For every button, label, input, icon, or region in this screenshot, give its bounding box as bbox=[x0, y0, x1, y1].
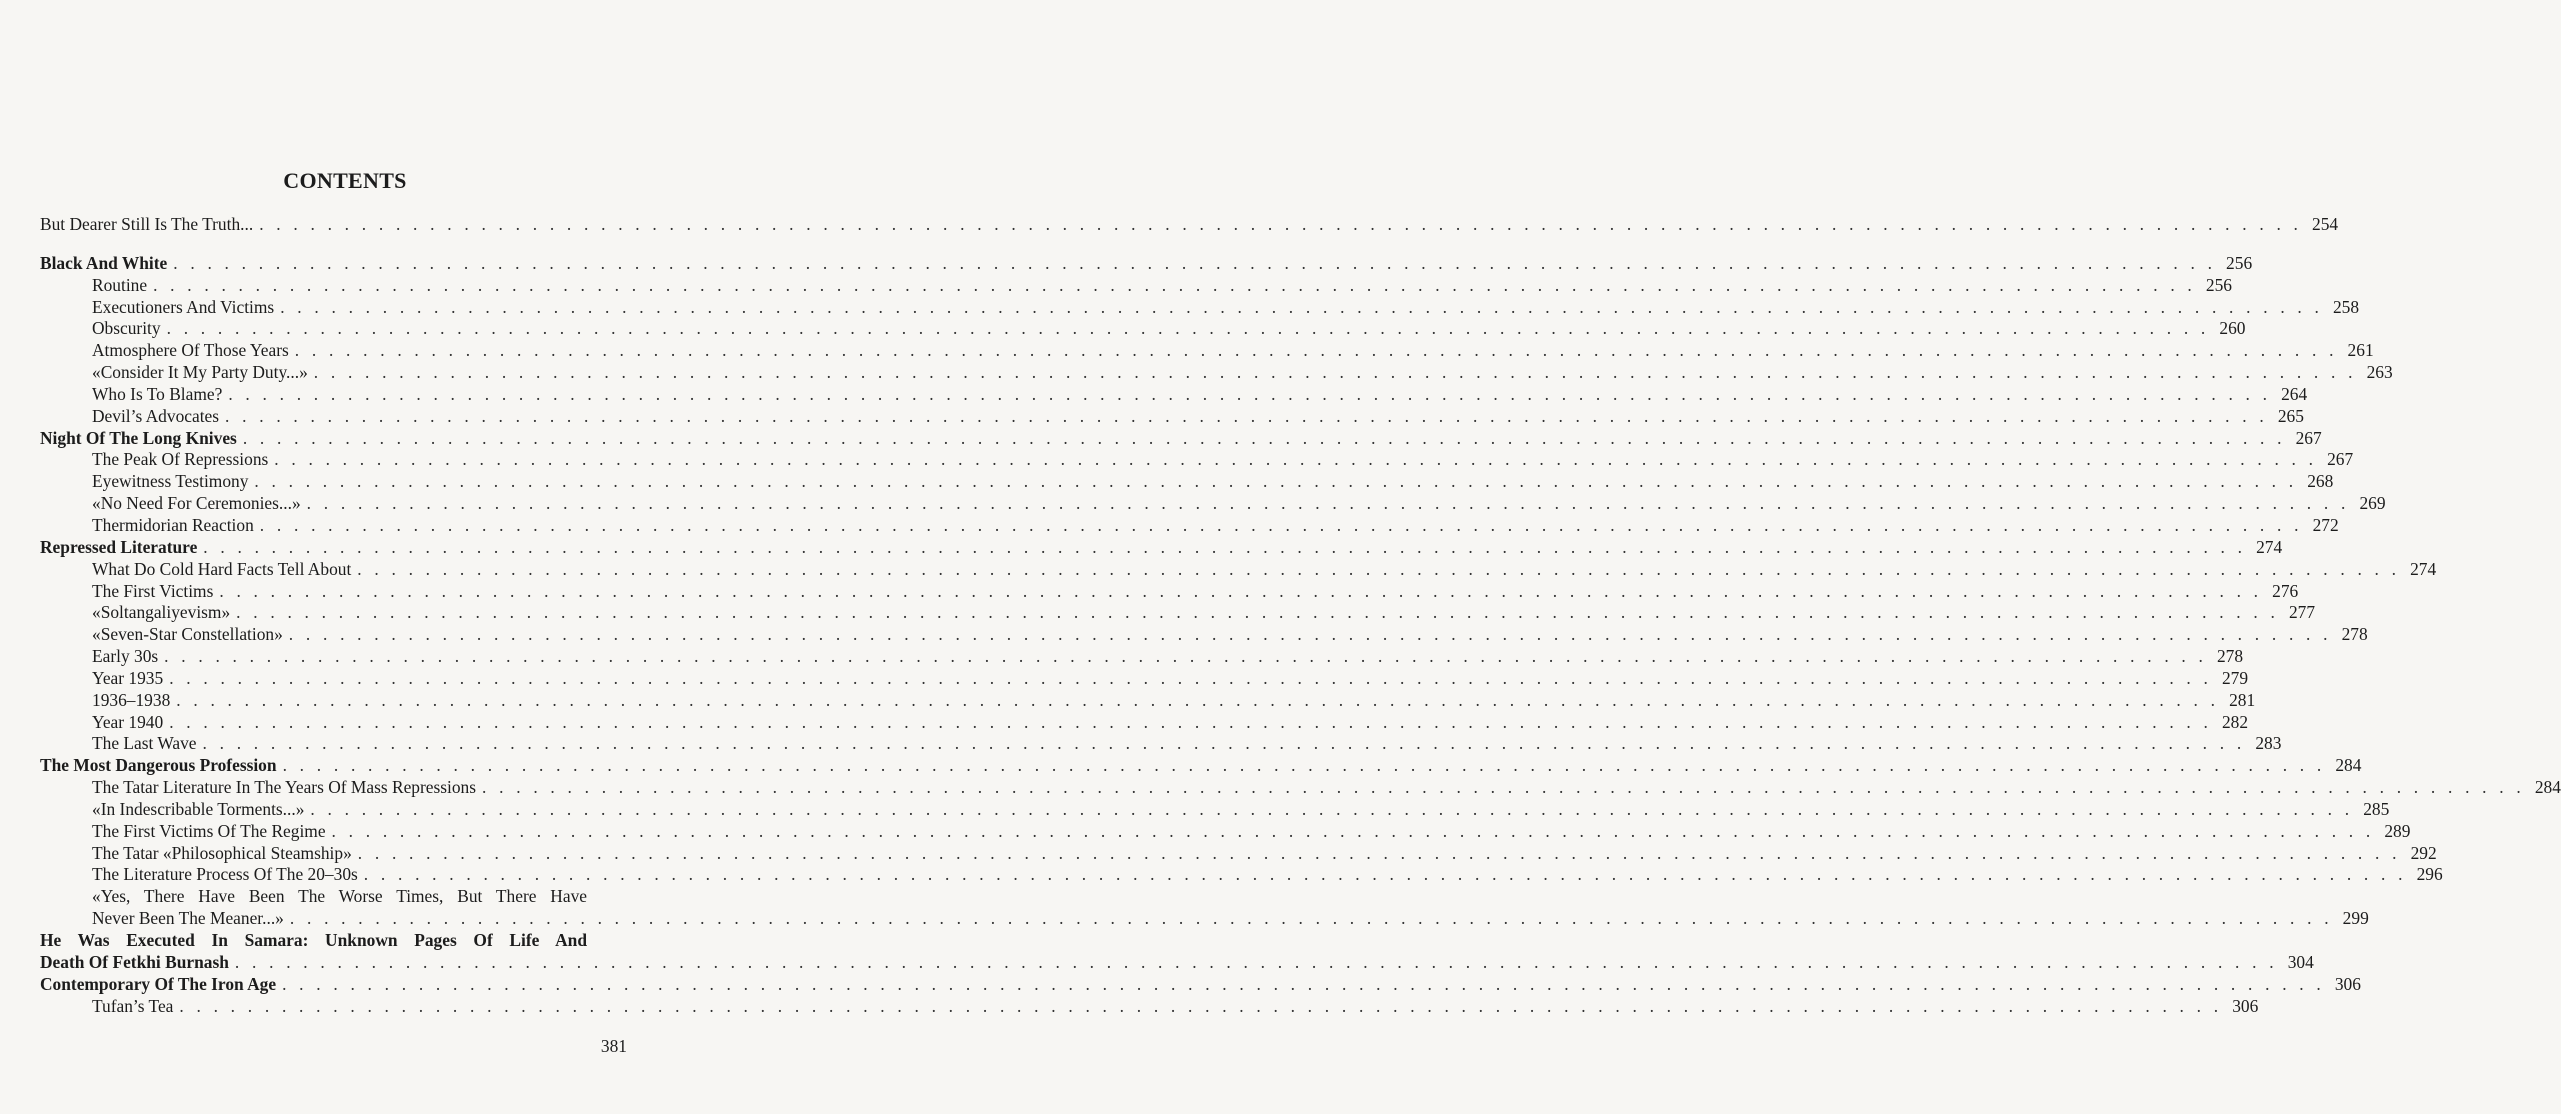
toc-chapter-entry[interactable] bbox=[40, 427, 2322, 450]
dot-leader: . . . . . . . . . . . . . . . . . . . . . . . . . . . . . . . . . . . . . . . . . . . . . . . . . . . . . . . . . . . . . . . . . . . . . . . . . . . . . . . . . . . . . . . . . . . . . . . . . . . . . . . . . . . . . . . . . . . . . . . . bbox=[169, 667, 2213, 688]
toc-entry-title: Early 30s bbox=[92, 646, 159, 667]
toc-entry-title: Black And White bbox=[40, 252, 168, 273]
toc-page-number: 258 bbox=[2332, 296, 2360, 317]
toc-page-number: 254 bbox=[2312, 214, 2339, 234]
toc-page-number: 283 bbox=[2255, 733, 2282, 754]
toc-subentry[interactable] bbox=[40, 995, 2259, 1018]
toc-subentry[interactable] bbox=[40, 602, 2316, 624]
dot-leader: . . . . . . . . . . . . . . . . . . . . . . . . . . . . . . . . . . . . . . . . . . . . . . . . . . . . . . . . . . . . . . . . . . . . . . . . . . . . . . . . . . . . . . . . . . . . . . . . . . . . . . . . . . . . . . . . . . . . . . . . bbox=[179, 995, 2223, 1016]
toc-entry-title: Year 1935 bbox=[92, 667, 164, 688]
toc-page-number: 284 bbox=[2335, 755, 2362, 776]
toc-subentry[interactable] bbox=[40, 558, 2437, 581]
toc-entry-title: The Tatar Literature In The Years Of Mass Repressions bbox=[92, 777, 477, 798]
toc-subentry[interactable] bbox=[40, 777, 2561, 799]
dot-leader: . . . . . . . . . . . . . . . . . . . . . . . . . . . . . . . . . . . . . . . . . . . . . . . . . . . . . . . . . . . . . . . . . . . . . . . . . . . . . . . . . . . . . . . . . . . . . . . . . . . . . . . . . . . . . . . . . . . . . . . . bbox=[306, 493, 2350, 514]
toc-entry-title: What Do Cold Hard Facts Tell About bbox=[92, 558, 352, 579]
toc-entry-title: Executioners And Victims bbox=[92, 296, 275, 317]
toc-entry-title: Devil’s Advocates bbox=[92, 405, 220, 426]
toc-page-number: 306 bbox=[2334, 973, 2361, 994]
toc-entry-title: «Consider It My Party Duty...» bbox=[92, 362, 308, 383]
dot-leader: . . . . . . . . . . . . . . . . . . . . . . . . . . . . . . . . . . . . . . . . . . . . . . . . . . . . . . . . . . . . . . . . . . . . . . . . . . . . . . . . . . . . . . . . . . . . . . . . . . . . . . . . . . . . . . . . . . . . . . . . bbox=[289, 908, 2333, 929]
dot-leader: . . . . . . . . . . . . . . . . . . . . . . . . . . . . . . . . . . . . . . . . . . . . . . . . . . . . . . . . . . . . . . . . . . . . . . . . . . . . . . . . . . . . . . . . . . . . . . . . . . . . . . . . . . . . . . . . . . . . . . . . bbox=[331, 820, 2375, 841]
toc-page-number: 277 bbox=[2288, 602, 2316, 623]
table-of-contents bbox=[40, 214, 2561, 1017]
toc-entry-title: Year 1940 bbox=[92, 711, 164, 732]
dot-leader: . . . . . . . . . . . . . . . . . . . . . . . . . . . . . . . . . . . . . . . . . . . . . . . . . . . . . . . . . . . . . . . . . . . . . . . . . . . . . . . . . . . . . . . . . . . . . . . . . . . . . . . . . . . . . . . . . . . . . . . . bbox=[166, 318, 2210, 339]
toc-subentry[interactable] bbox=[40, 908, 2369, 930]
toc-subentry[interactable] bbox=[40, 689, 2256, 712]
dot-leader: . . . . . . . . . . . . . . . . . . . . . . . . . . . . . . . . . . . . . . . . . . . . . . . . . . . . . . . . . . . . . . . . . . . . . . . . . . . . . . . . . . . . . . . . . . . . . . . . . . . . . . . . . . . . . . . . . . . . . . . . bbox=[236, 602, 2280, 623]
toc-entry-title: 1936–1938 bbox=[92, 689, 171, 710]
toc-entry-title: The Last Wave bbox=[92, 733, 197, 754]
toc-page-number: 269 bbox=[2359, 493, 2386, 514]
toc-entry-title: The First Victims bbox=[92, 580, 214, 601]
toc-page-number: 267 bbox=[2327, 449, 2354, 470]
dot-leader: . . . . . . . . . . . . . . . . . . . . . . . . . . . . . . . . . . . . . . . . . . . . . . . . . . . . . . . . . . . . . . . . . . . . . . . . . . . . . . . . . . . . . . . . . . . . . . . . . . . . . . . . . . . . . . . . . . . . . . . . bbox=[288, 624, 2332, 645]
dot-leader: . . . . . . . . . . . . . . . . . . . . . . . . . . . . . . . . . . . . . . . . . . . . . . . . . . . . . . . . . . . . . . . . . . . . . . . . . . . . . . . . . . . . . . . . . . . . . . . . . . . . . . . . . . . . . . . . . . . . . . . . bbox=[357, 842, 2401, 863]
toc-chapter-entry[interactable] bbox=[40, 951, 2314, 974]
toc-page-number: 274 bbox=[2410, 558, 2437, 579]
toc-page-number: 278 bbox=[2341, 624, 2368, 645]
toc-page-number: 267 bbox=[2295, 427, 2322, 448]
dot-leader: . . . . . . . . . . . . . . . . . . . . . . . . . . . . . . . . . . . . . . . . . . . . . . . . . . . . . . . . . . . . . . . . . . . . . . . . . . . . . . . . . . . . . . . . . . . . . . . . . . . . . . . . . . . . . . . . . . . . . . . . bbox=[173, 252, 2217, 273]
toc-page-number: 256 bbox=[2226, 252, 2253, 273]
toc-page-number: 292 bbox=[2410, 842, 2437, 863]
toc-chapter-entry[interactable] bbox=[40, 755, 2362, 777]
toc-page-number: 304 bbox=[2287, 951, 2314, 972]
toc-entry-title-line: «Yes, There Have Been The Worse Times, But There Have bbox=[92, 886, 587, 907]
dot-leader: . . . . . . . . . . . . . . . . . . . . . . . . . . . . . . . . . . . . . . . . . . . . . . . . . . . . . . . . . . . . . . . . . . . . . . . . . . . . . . . . . . . . . . . . . . . . . . . . . . . . . . . . . . . . . . . . . . . . . . . . bbox=[242, 427, 2286, 448]
toc-subentry[interactable] bbox=[40, 624, 2368, 646]
toc-subentry[interactable] bbox=[40, 842, 2437, 865]
toc-page-number: 261 bbox=[2347, 340, 2374, 361]
toc-subentry[interactable] bbox=[40, 493, 2386, 515]
toc-subentry[interactable] bbox=[40, 820, 2411, 843]
toc-page-number: 272 bbox=[2312, 514, 2339, 535]
toc-entry-title: The First Victims Of The Regime bbox=[92, 820, 326, 841]
dot-leader: . . . . . . . . . . . . . . . . . . . . . . . . . . . . . . . . . . . . . . . . . . . . . . . . . . . . . . . . . . . . . . . . . . . . . . . . . . . . . . . . . . . . . . . . . . . . . . . . . . . . . . . . . . . . . . . . . . . . . . . . bbox=[259, 514, 2303, 535]
toc-entry-title: Atmosphere Of Those Years bbox=[92, 340, 289, 361]
toc-page-number: 260 bbox=[2219, 318, 2246, 339]
dot-leader: . . . . . . . . . . . . . . . . . . . . . . . . . . . . . . . . . . . . . . . . . . . . . . . . . . . . . . . . . . . . . . . . . . . . . . . . . . . . . . . . . . . . . . . . . . . . . . . . . . . . . . . . . . . . . . . . . . . . . . . . bbox=[310, 798, 2354, 819]
dot-leader: . . . . . . . . . . . . . . . . . . . . . . . . . . . . . . . . . . . . . . . . . . . . . . . . . . . . . . . . . . . . . . . . . . . . . . . . . . . . . . . . . . . . . . . . . . . . . . . . . . . . . . . . . . . . . . . . . . . . . . . . bbox=[357, 558, 2401, 579]
toc-subentry[interactable] bbox=[40, 514, 2339, 537]
toc-entry-title: The Peak Of Repressions bbox=[92, 449, 269, 470]
toc-page-number: 289 bbox=[2384, 820, 2411, 841]
toc-entry-title-line: He Was Executed In Samara: Unknown Pages Of Life And bbox=[40, 930, 587, 950]
toc-page-number: 278 bbox=[2216, 646, 2244, 667]
toc-entry-title: But Dearer Still Is The Truth... bbox=[40, 214, 254, 234]
dot-leader: . . . . . . . . . . . . . . . . . . . . . . . . . . . . . . . . . . . . . . . . . . . . . . . . . . . . . . . . . . . . . . . . . . . . . . . . . . . . . . . . . . . . . . . . . . . . . . . . . . . . . . . . . . . . . . . . . . . . . . . . bbox=[313, 362, 2357, 383]
toc-entry-title: Routine bbox=[92, 274, 148, 295]
toc-entry-title: The Literature Process Of The 20–30s bbox=[92, 864, 358, 885]
toc-entry-title: Repressed Literature bbox=[40, 536, 198, 557]
toc-subentry[interactable] bbox=[40, 362, 2393, 384]
contents-heading: CONTENTS bbox=[283, 168, 407, 193]
toc-entry-title: Obscurity bbox=[92, 318, 161, 339]
toc-page-number: 284 bbox=[2534, 777, 2561, 798]
toc-subentry[interactable] bbox=[40, 733, 2282, 755]
toc-subentry[interactable] bbox=[40, 646, 2244, 668]
toc-page-number: 264 bbox=[2281, 383, 2308, 404]
dot-leader: . . . . . . . . . . . . . . . . . . . . . . . . . . . . . . . . . . . . . . . . . . . . . . . . . . . . . . . . . . . . . . . . . . . . . . . . . . . . . . . . . . . . . . . . . . . . . . . . . . . . . . . . . . . . . . . . . . . . . . . . bbox=[202, 733, 2246, 754]
toc-entry-title: The Most Dangerous Profession bbox=[40, 755, 277, 776]
toc-entry-title: «No Need For Ceremonies...» bbox=[92, 493, 301, 514]
toc-entry-title: Never Been The Meaner...» bbox=[92, 908, 284, 929]
dot-leader: . . . . . . . . . . . . . . . . . . . . . . . . . . . . . . . . . . . . . . . . . . . . . . . . . . . . . . . . . . . . . . . . . . . . . . . . . . . . . . . . . . . . . . . . . . . . . . . . . . . . . . . . . . . . . . . . . . . . . . . . bbox=[482, 777, 2525, 798]
dot-leader: . . . . . . . . . . . . . . . . . . . . . . . . . . . . . . . . . . . . . . . . . . . . . . . . . . . . . . . . . . . . . . . . . . . . . . . . . . . . . . . . . . . . . . . . . . . . . . . . . . . . . . . . . . . . . . . . . . . . . . . . bbox=[176, 689, 2220, 710]
dot-leader: . . . . . . . . . . . . . . . . . . . . . . . . . . . . . . . . . . . . . . . . . . . . . . . . . . . . . . . . . . . . . . . . . . . . . . . . . . . . . . . . . . . . . . . . . . . . . . . . . . . . . . . . . . . . . . . . . . . . . . . . bbox=[169, 711, 2213, 732]
toc-entry-title: Eyewitness Testimony bbox=[92, 471, 249, 492]
dot-leader: . . . . . . . . . . . . . . . . . . . . . . . . . . . . . . . . . . . . . . . . . . . . . . . . . . . . . . . . . . . . . . . . . . . . . . . . . . . . . . . . . . . . . . . . . . . . . . . . . . . . . . . . . . . . . . . . . . . . . . . . bbox=[164, 646, 2208, 667]
toc-page-number: 276 bbox=[2272, 580, 2299, 601]
dot-leader: . . . . . . . . . . . . . . . . . . . . . . . . . . . . . . . . . . . . . . . . . . . . . . . . . . . . . . . . . . . . . . . . . . . . . . . . . . . . . . . . . . . . . . . . . . . . . . . . . . . . . . . . . . . . . . . . . . . . . . . . bbox=[363, 864, 2407, 885]
toc-chapter-entry[interactable] bbox=[40, 252, 2253, 275]
dot-leader: . . . . . . . . . . . . . . . . . . . . . . . . . . . . . . . . . . . . . . . . . . . . . . . . . . . . . . . . . . . . . . . . . . . . . . . . . . . . . . . . . . . . . . . . . . . . . . . . . . . . . . . . . . . . . . . . . . . . . . . . bbox=[274, 449, 2318, 470]
toc-entry-title: Night Of The Long Knives bbox=[40, 427, 237, 448]
toc-page-number: 285 bbox=[2363, 798, 2390, 819]
toc-page-number: 268 bbox=[2307, 471, 2334, 492]
dot-leader: . . . . . . . . . . . . . . . . . . . . . . . . . . . . . . . . . . . . . . . . . . . . . . . . . . . . . . . . . . . . . . . . . . . . . . . . . . . . . . . . . . . . . . . . . . . . . . . . . . . . . . . . . . . . . . . . . . . . . . . . bbox=[225, 405, 2268, 426]
toc-entry-title: Who Is To Blame? bbox=[92, 383, 223, 404]
toc-subentry[interactable] bbox=[40, 449, 2354, 471]
toc-subentry[interactable] bbox=[40, 274, 2232, 297]
toc-page-number: 263 bbox=[2366, 362, 2393, 383]
toc-entry-title: «In Indescribable Torments...» bbox=[92, 798, 305, 819]
toc-entry-title: Thermidorian Reaction bbox=[92, 514, 254, 535]
toc-page-number: 296 bbox=[2416, 864, 2443, 885]
toc-chapter-entry[interactable] bbox=[40, 973, 2361, 996]
page-number: 381 bbox=[600, 1036, 627, 1056]
toc-page-number: 282 bbox=[2221, 711, 2249, 732]
dot-leader: . . . . . . . . . . . . . . . . . . . . . . . . . . . . . . . . . . . . . . . . . . . . . . . . . . . . . . . . . . . . . . . . . . . . . . . . . . . . . . . . . . . . . . . . . . . . . . . . . . . . . . . . . . . . . . . . . . . . . . . . bbox=[282, 973, 2325, 994]
toc-entry-title: Contemporary Of The Iron Age bbox=[40, 973, 277, 994]
toc-page-number: 306 bbox=[2232, 995, 2259, 1016]
dot-leader: . . . . . . . . . . . . . . . . . . . . . . . . . . . . . . . . . . . . . . . . . . . . . . . . . . . . . . . . . . . . . . . . . . . . . . . . . . . . . . . . . . . . . . . . . . . . . . . . . . . . . . . . . . . . . . . . . . . . . . . . bbox=[153, 274, 2196, 295]
dot-leader: . . . . . . . . . . . . . . . . . . . . . . . . . . . . . . . . . . . . . . . . . . . . . . . . . . . . . . . . . . . . . . . . . . . . . . . . . . . . . . . . . . . . . . . . . . . . . . . . . . . . . . . . . . . . . . . . . . . . . . . . bbox=[294, 340, 2338, 361]
toc-subentry[interactable] bbox=[40, 864, 2443, 886]
toc-page-number: 279 bbox=[2221, 667, 2249, 688]
toc-subentry[interactable] bbox=[40, 383, 2308, 406]
toc-entry-title: «Seven-Star Constellation» bbox=[92, 624, 283, 645]
toc-entry-title: «Soltangaliyevism» bbox=[92, 602, 231, 623]
dot-leader: . . . . . . . . . . . . . . . . . . . . . . . . . . . . . . . . . . . . . . . . . . . . . . . . . . . . . . . . . . . . . . . . . . . . . . . . . . . . . . . . . . . . . . . . . . . . . . . . . . . . . . . . . . . . . . . . . . . . . . . . bbox=[282, 755, 2326, 776]
toc-subentry[interactable] bbox=[40, 340, 2374, 362]
dot-leader: . . . . . . . . . . . . . . . . . . . . . . . . . . . . . . . . . . . . . . . . . . . . . . . . . . . . . . . . . . . . . . . . . . . . . . . . . . . . . . . . . . . . . . . . . . . . . . . . . . . . . . . . . . . . . . . . . . . . . . . . bbox=[259, 214, 2303, 234]
toc-entry-title: Death Of Fetkhi Burnash bbox=[40, 951, 229, 972]
dot-leader: . . . . . . . . . . . . . . . . . . . . . . . . . . . . . . . . . . . . . . . . . . . . . . . . . . . . . . . . . . . . . . . . . . . . . . . . . . . . . . . . . . . . . . . . . . . . . . . . . . . . . . . . . . . . . . . . . . . . . . . . bbox=[228, 383, 2272, 404]
dot-leader: . . . . . . . . . . . . . . . . . . . . . . . . . . . . . . . . . . . . . . . . . . . . . . . . . . . . . . . . . . . . . . . . . . . . . . . . . . . . . . . . . . . . . . . . . . . . . . . . . . . . . . . . . . . . . . . . . . . . . . . . bbox=[254, 471, 2298, 492]
toc-subentry[interactable] bbox=[40, 471, 2334, 493]
toc-page-number: 281 bbox=[2229, 689, 2256, 710]
toc-page-number: 265 bbox=[2277, 405, 2304, 426]
toc-entry-title: Tufan’s Tea bbox=[92, 995, 174, 1016]
toc-subentry[interactable] bbox=[40, 711, 2249, 734]
dot-leader: . . . . . . . . . . . . . . . . . . . . . . . . . . . . . . . . . . . . . . . . . . . . . . . . . . . . . . . . . . . . . . . . . . . . . . . . . . . . . . . . . . . . . . . . . . . . . . . . . . . . . . . . . . . . . . . . . . . . . . . . bbox=[234, 951, 2278, 972]
toc-entry-title: The Tatar «Philosophical Steamship» bbox=[92, 842, 352, 863]
dot-leader: . . . . . . . . . . . . . . . . . . . . . . . . . . . . . . . . . . . . . . . . . . . . . . . . . . . . . . . . . . . . . . . . . . . . . . . . . . . . . . . . . . . . . . . . . . . . . . . . . . . . . . . . . . . . . . . . . . . . . . . . bbox=[280, 296, 2324, 317]
toc-subentry[interactable] bbox=[40, 318, 2246, 340]
toc-page-number: 299 bbox=[2342, 908, 2369, 929]
toc-subentry[interactable] bbox=[40, 405, 2304, 428]
dot-leader: . . . . . . . . . . . . . . . . . . . . . . . . . . . . . . . . . . . . . . . . . . . . . . . . . . . . . . . . . . . . . . . . . . . . . . . . . . . . . . . . . . . . . . . . . . . . . . . . . . . . . . . . . . . . . . . . . . . . . . . . bbox=[219, 580, 2263, 601]
toc-subentry[interactable] bbox=[40, 798, 2390, 821]
toc-subentry[interactable] bbox=[40, 667, 2249, 690]
toc-chapter-entry[interactable] bbox=[40, 214, 2339, 236]
toc-page-number: 274 bbox=[2256, 536, 2283, 557]
dot-leader: . . . . . . . . . . . . . . . . . . . . . . . . . . . . . . . . . . . . . . . . . . . . . . . . . . . . . . . . . . . . . . . . . . . . . . . . . . . . . . . . . . . . . . . . . . . . . . . . . . . . . . . . . . . . . . . . . . . . . . . . bbox=[203, 536, 2247, 557]
toc-subentry[interactable] bbox=[40, 296, 2360, 319]
toc-page-number: 256 bbox=[2205, 274, 2232, 295]
toc-chapter-entry[interactable] bbox=[40, 536, 2283, 559]
toc-subentry[interactable] bbox=[40, 580, 2299, 603]
